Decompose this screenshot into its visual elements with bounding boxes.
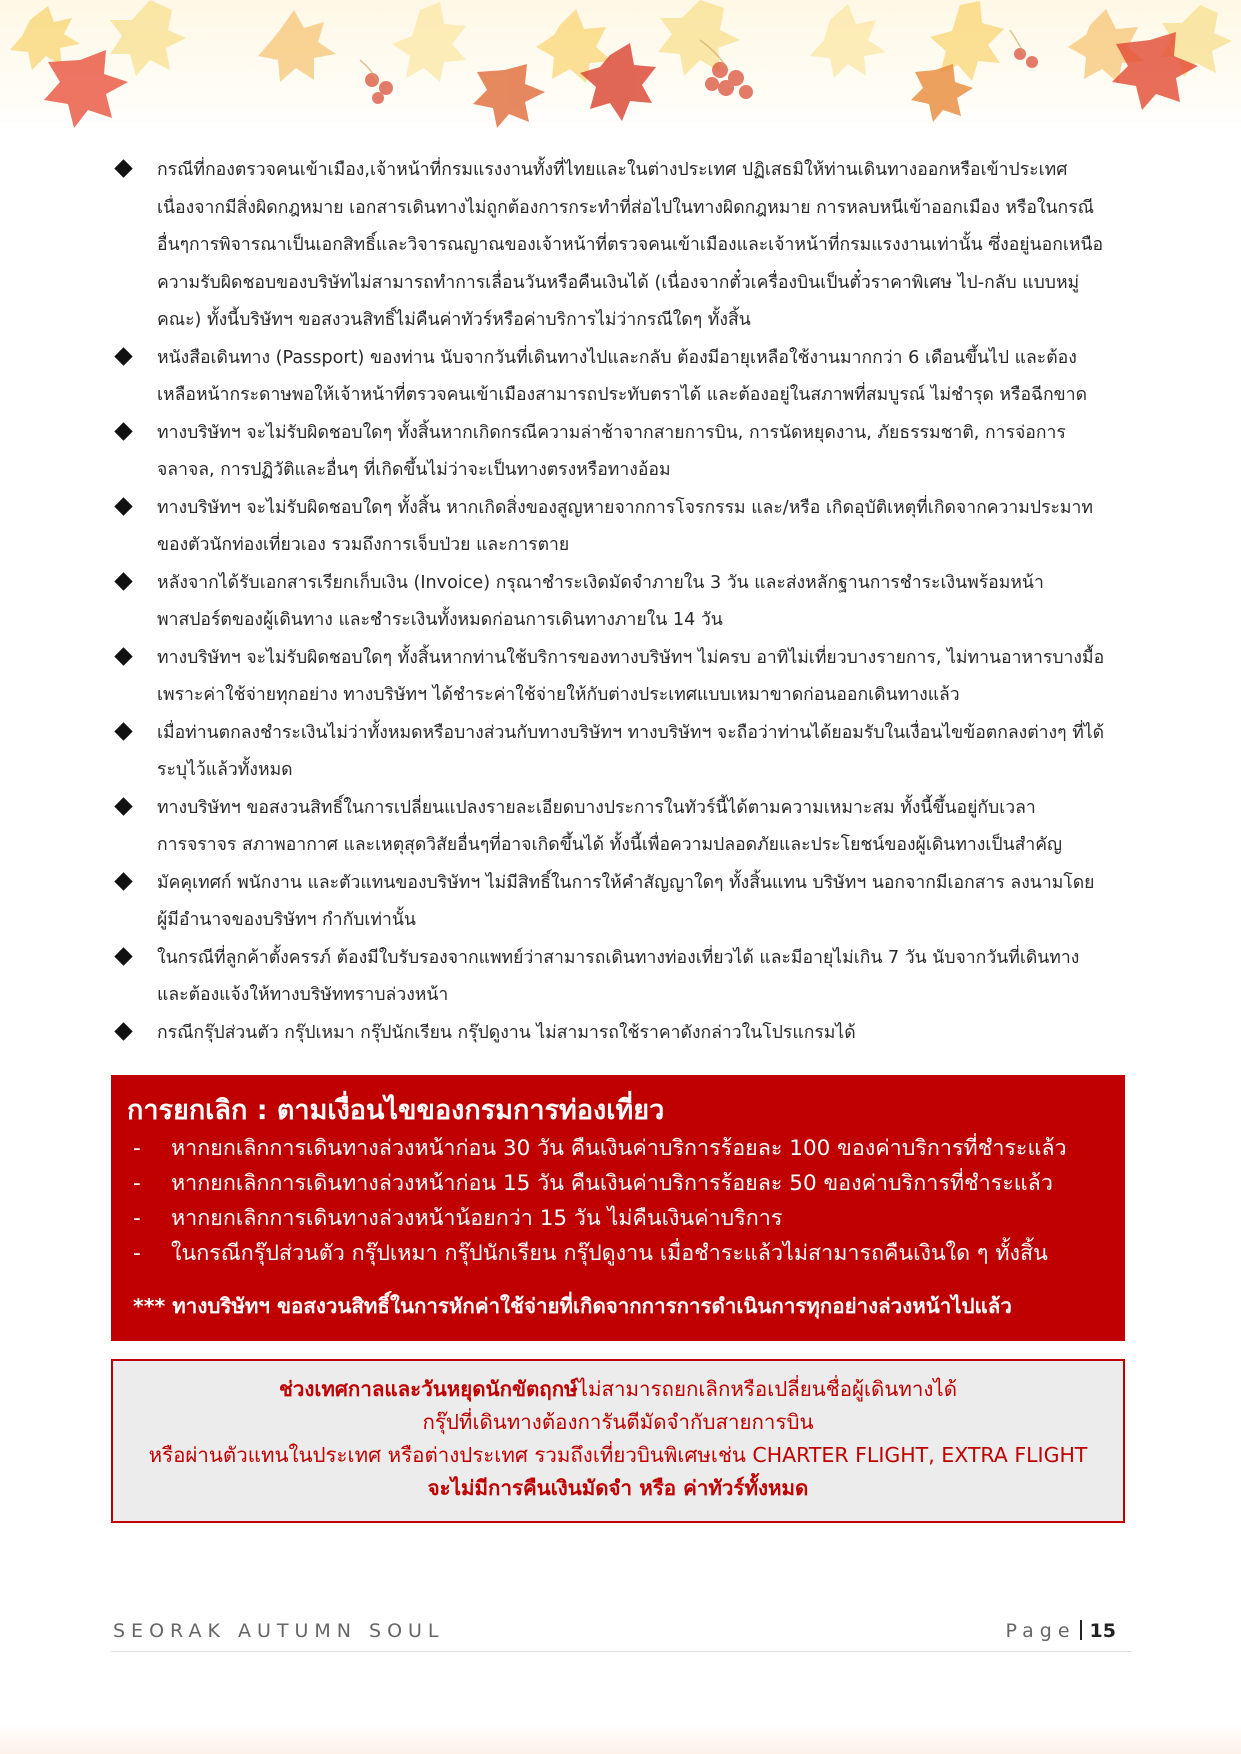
cancellation-item: - หากยกเลิกการเดินทางล่วงหน้าก่อน 15 วัน คืนเงินค่าบริการร้อยละ 50 ของค่าบริการที่ชำระแล้ว xyxy=(133,1166,1067,1201)
holiday-notice-box xyxy=(111,1359,1125,1523)
diamond-bullet-icon xyxy=(114,572,132,590)
holiday-notice-line: กรุ๊ปที่เดินทางต้องการันตีมัดจำกับสายการบิน xyxy=(422,1410,814,1434)
page-separator xyxy=(1080,1620,1082,1640)
footer-page-indicator xyxy=(1006,1620,1116,1642)
term-item: กรณีกรุ๊ปส่วนตัว กรุ๊ปเหมา กรุ๊ปนักเรียน กรุ๊ปดูงาน ไม่สามารถใช้ราคาดังกล่าวในโปรแกรมได้ xyxy=(115,1015,1125,1053)
diamond-bullet-icon xyxy=(114,797,132,815)
diamond-bullet-icon xyxy=(114,872,132,890)
holiday-notice-line: หรือผ่านตัวแทนในประเทศ หรือต่างประเทศ รวมถึงเที่ยวบินพิเศษเช่น CHARTER FLIGHT, EXTRA FLIGHT xyxy=(148,1443,1088,1467)
term-item: ทางบริษัทฯ จะไม่รับผิดชอบใดๆ ทั้งสิ้นหากท่านใช้บริการของทางบริษัทฯ ไม่ครบ อาทิไม่เที่ยวบางรายการ, ไม่ทานอาหารบางมื้อ เพราะค่าใช้จ่ายทุกอย่าง ทางบริษัทฯ ได้ชำระค่าใช้จ่ายให้กับต่างประเทศแบบเหมาขาดก่อนออกเดินทางแล้ว xyxy=(115,640,1125,715)
term-item: เมื่อท่านตกลงชำระเงินไม่ว่าทั้งหมดหรือบางส่วนกับทางบริษัทฯ ทางบริษัทฯ จะถือว่าท่านได้ยอมรับในเงื่อนไขข้อตกลงต่างๆ ที่ได้ ระบุไว้แล้วทั้งหมด xyxy=(115,715,1125,790)
cancellation-item: - หากยกเลิกการเดินทางล่วงหน้าน้อยกว่า 15 วัน ไม่คืนเงินค่าบริการ xyxy=(133,1201,1067,1236)
diamond-bullet-icon xyxy=(114,647,132,665)
dash-bullet: - xyxy=(133,1241,141,1266)
cancellation-title: การยกเลิก : ตามเงื่อนไขของกรมการท่องเที่ยว xyxy=(127,1095,665,1126)
diamond-bullet-icon xyxy=(114,497,132,515)
term-item: กรณีที่กองตรวจคนเข้าเมือง,เจ้าหน้าที่กรมแรงงานทั้งที่ไทยและในต่างประเทศ ปฏิเสธมิให้ท่านเดินทางออกหรือเข้าประเทศ เนื่องจากมีสิ่งผิดกฎหมาย เอกสารเดินทางไม่ถูกต้องการกระทำที่ส่อไปในทางผิดกฎหมาย การหลบหนีเข้าออกเมือง หรือในกรณี อื่นๆการพิจารณาเป็นเอกสิทธิ์และวิจารณญาณของเจ้าหน้าที่ตรวจคนเข้าเมืองและเจ้าหน้าที่กรมแรงงานเท่านั้น ซึ่งอยู่นอกเหนือ ความรับผิดชอบของบริษัทไม่สามารถทำการเลื่อนวันหรือคืนเงินได้ (เนื่องจากตั๋วเครื่องบินเป็นตั๋วราคาพิเศษ ไป-กลับ แบบหมู่ คณะ) ทั้งนี้บริษัทฯ ขอสงวนสิทธิ์ไม่คืนค่าทัวร์หรือค่าบริการไม่ว่ากรณีใดๆ ทั้งสิ้น xyxy=(115,152,1125,340)
cancellation-box xyxy=(111,1075,1125,1341)
holiday-notice-line: จะไม่มีการคืนเงินมัดจำ หรือ ค่าทัวร์ทั้งหมด xyxy=(427,1476,809,1500)
cancellation-note: *** ทางบริษัทฯ ขอสงวนสิทธิ์ในการหักค่าใช้จ่ายที่เกิดจากการการดำเนินการทุกอย่างล่วงหน้าไปแล้ว xyxy=(133,1294,1012,1318)
footer-program-title: SEORAK AUTUMN SOUL xyxy=(113,1620,445,1642)
dash-bullet: - xyxy=(133,1206,141,1231)
holiday-notice-line: ช่วงเทศกาลและวันหยุดนักขัตฤกษ์ไม่สามารถยกเลิกหรือเปลี่ยนชื่อผู้เดินทางได้ xyxy=(278,1377,958,1401)
term-item: หลังจากได้รับเอกสารเรียกเก็บเงิน (Invoice) กรุณาชำระเงิดมัดจำภายใน 3 วัน และส่งหลักฐานการชำระเงินพร้อมหน้า พาสปอร์ตของผู้เดินทาง และชำระเงินทั้งหมดก่อนการเดินทางภายใน 14 วัน xyxy=(115,565,1125,640)
cancellation-item: - หากยกเลิกการเดินทางล่วงหน้าก่อน 30 วัน คืนเงินค่าบริการร้อยละ 100 ของค่าบริการที่ชำระแล้ว xyxy=(133,1131,1067,1166)
diamond-bullet-icon xyxy=(114,1022,132,1040)
cancellation-item: - ในกรณีกรุ๊ปส่วนตัว กรุ๊ปเหมา กรุ๊ปนักเรียน กรุ๊ปดูงาน เมื่อชำระแล้วไม่สามารถคืนเงินใด ๆ ทั้งสิ้น xyxy=(133,1236,1067,1271)
term-item: มัคคุเทศก์ พนักงาน และตัวแทนของบริษัทฯ ไม่มีสิทธิ์ในการให้คำสัญญาใดๆ ทั้งสิ้นแทน บริษัทฯ นอกจากมีเอกสาร ลงนามโดย ผู้มีอำนาจของบริษัทฯ กำกับเท่านั้น xyxy=(115,865,1125,940)
dash-bullet: - xyxy=(133,1136,141,1161)
term-item: ทางบริษัทฯ จะไม่รับผิดชอบใดๆ ทั้งสิ้นหากเกิดกรณีความล่าช้าจากสายการบิน, การนัดหยุดงาน, ภัยธรรมชาติ, การจ่อการ จลาจล, การปฏิวัติและอื่นๆ ที่เกิดขึ้นไม่ว่าจะเป็นทางตรงหรือทางอ้อม xyxy=(115,415,1125,490)
footer-divider xyxy=(111,1651,1131,1652)
diamond-bullet-icon xyxy=(114,159,132,177)
diamond-bullet-icon xyxy=(114,722,132,740)
term-item: ในกรณีที่ลูกค้าตั้งครรภ์ ต้องมีใบรับรองจากแพทย์ว่าสามารถเดินทางท่องเที่ยวได้ และมีอายุไม่เกิน 7 วัน นับจากวันที่เดินทาง และต้องแจ้งให้ทางบริษัททราบล่วงหน้า xyxy=(115,940,1125,1015)
diamond-bullet-icon xyxy=(114,422,132,440)
term-item: หนังสือเดินทาง (Passport) ของท่าน นับจากวันที่เดินทางไปและกลับ ต้องมีอายุเหลือใช้งานมากกว่า 6 เดือนขึ้นไป และต้อง เหลือหน้ากระดาษพอให้เจ้าหน้าที่ตรวจคนเข้าเมืองสามารถประทับตราได้ และต้องอยู่ในสภาพที่สมบูรณ์ ไม่ชำรุด หรือฉีกขาด xyxy=(115,340,1125,415)
terms-list xyxy=(115,152,1125,1052)
diamond-bullet-icon xyxy=(114,347,132,365)
bottom-gradient xyxy=(0,1724,1241,1754)
autumn-leaves-banner xyxy=(0,0,1241,130)
term-item: ทางบริษัทฯ ขอสงวนสิทธิ์ในการเปลี่ยนแปลงรายละเอียดบางประการในทัวร์นี้ได้ตามความเหมาะสม ทั้งนี้ขึ้นอยู่กับเวลา การจราจร สภาพอากาศ และเหตุสุดวิสัยอื่นๆที่อาจเกิดขึ้นได้ ทั้งนี้เพื่อความปลอดภัยและประโยชน์ของผู้เดินทางเป็นสำคัญ xyxy=(115,790,1125,865)
page-label: Page xyxy=(1005,1620,1076,1642)
cancellation-list xyxy=(133,1131,1067,1271)
page-number: 15 xyxy=(1089,1620,1116,1642)
term-item: ทางบริษัทฯ จะไม่รับผิดชอบใดๆ ทั้งสิ้น หากเกิดสิ่งของสูญหายจากการโจรกรรม และ/หรือ เกิดอุบัติเหตุที่เกิดจากความประมาท ของตัวนักท่องเที่ยวเอง รวมถึงการเจ็บป่วย และการตาย xyxy=(115,490,1125,565)
dash-bullet: - xyxy=(133,1171,141,1196)
diamond-bullet-icon xyxy=(114,947,132,965)
